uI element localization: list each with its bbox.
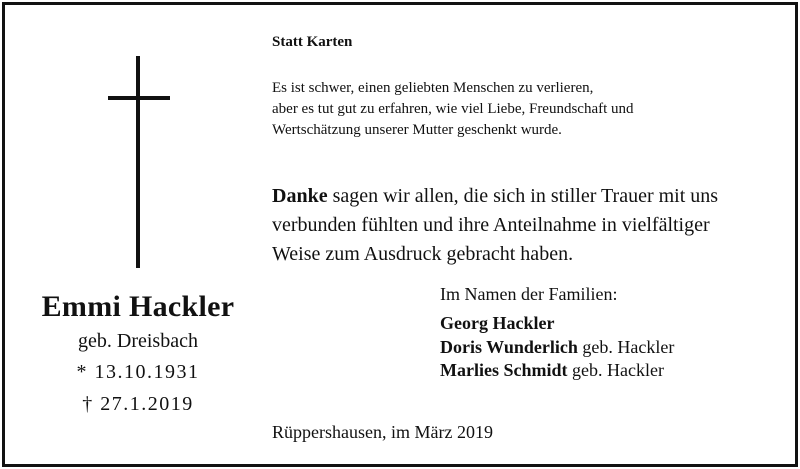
thanks-line: Weise zum Ausdruck gebracht haben. <box>272 243 574 265</box>
quote-line: aber es tut gut zu erfahren, wie viel Liebe, Freundschaft und <box>272 101 634 117</box>
quote-line: Es ist schwer, einen geliebten Menschen zu verlieren, <box>272 80 594 96</box>
family-member <box>440 336 674 360</box>
thanks-text <box>272 182 718 269</box>
family-member-suffix: geb. Hackler <box>567 360 664 380</box>
family-member-name: Marlies Schmidt <box>440 360 568 380</box>
family-member <box>440 312 674 336</box>
birth-name: geb. Dreisbach <box>78 330 198 352</box>
thanks-line: verbunden fühlten und ihre Anteilnahme in vielfältiger <box>272 214 710 236</box>
deceased-name: Emmi Hackler <box>41 290 235 323</box>
death-date: † 27.1.2019 <box>82 393 194 415</box>
thanks-emphasis: Danke <box>272 185 328 207</box>
family-list <box>440 312 674 383</box>
family-intro: Im Namen der Familien: <box>440 284 618 304</box>
quote-line: Wertschätzung unserer Mutter geschenkt wurde. <box>272 122 562 138</box>
notice-heading: Statt Karten <box>272 34 353 50</box>
family-member-suffix: geb. Hackler <box>577 336 675 357</box>
quote-text <box>272 78 634 141</box>
thanks-line-rest: sagen wir allen, die sich in stiller Trauer mit uns <box>327 185 719 207</box>
family-member-name: Georg Hackler <box>440 313 555 333</box>
family-member-name: Doris Wunderlich <box>440 336 578 357</box>
birth-date: * 13.10.1931 <box>76 361 200 383</box>
family-member <box>440 359 674 383</box>
place-date: Rüppershausen, im März 2019 <box>272 422 493 442</box>
cross-vertical-bar <box>136 56 140 268</box>
cross-horizontal-bar <box>108 96 170 100</box>
thanks-line <box>272 182 718 211</box>
